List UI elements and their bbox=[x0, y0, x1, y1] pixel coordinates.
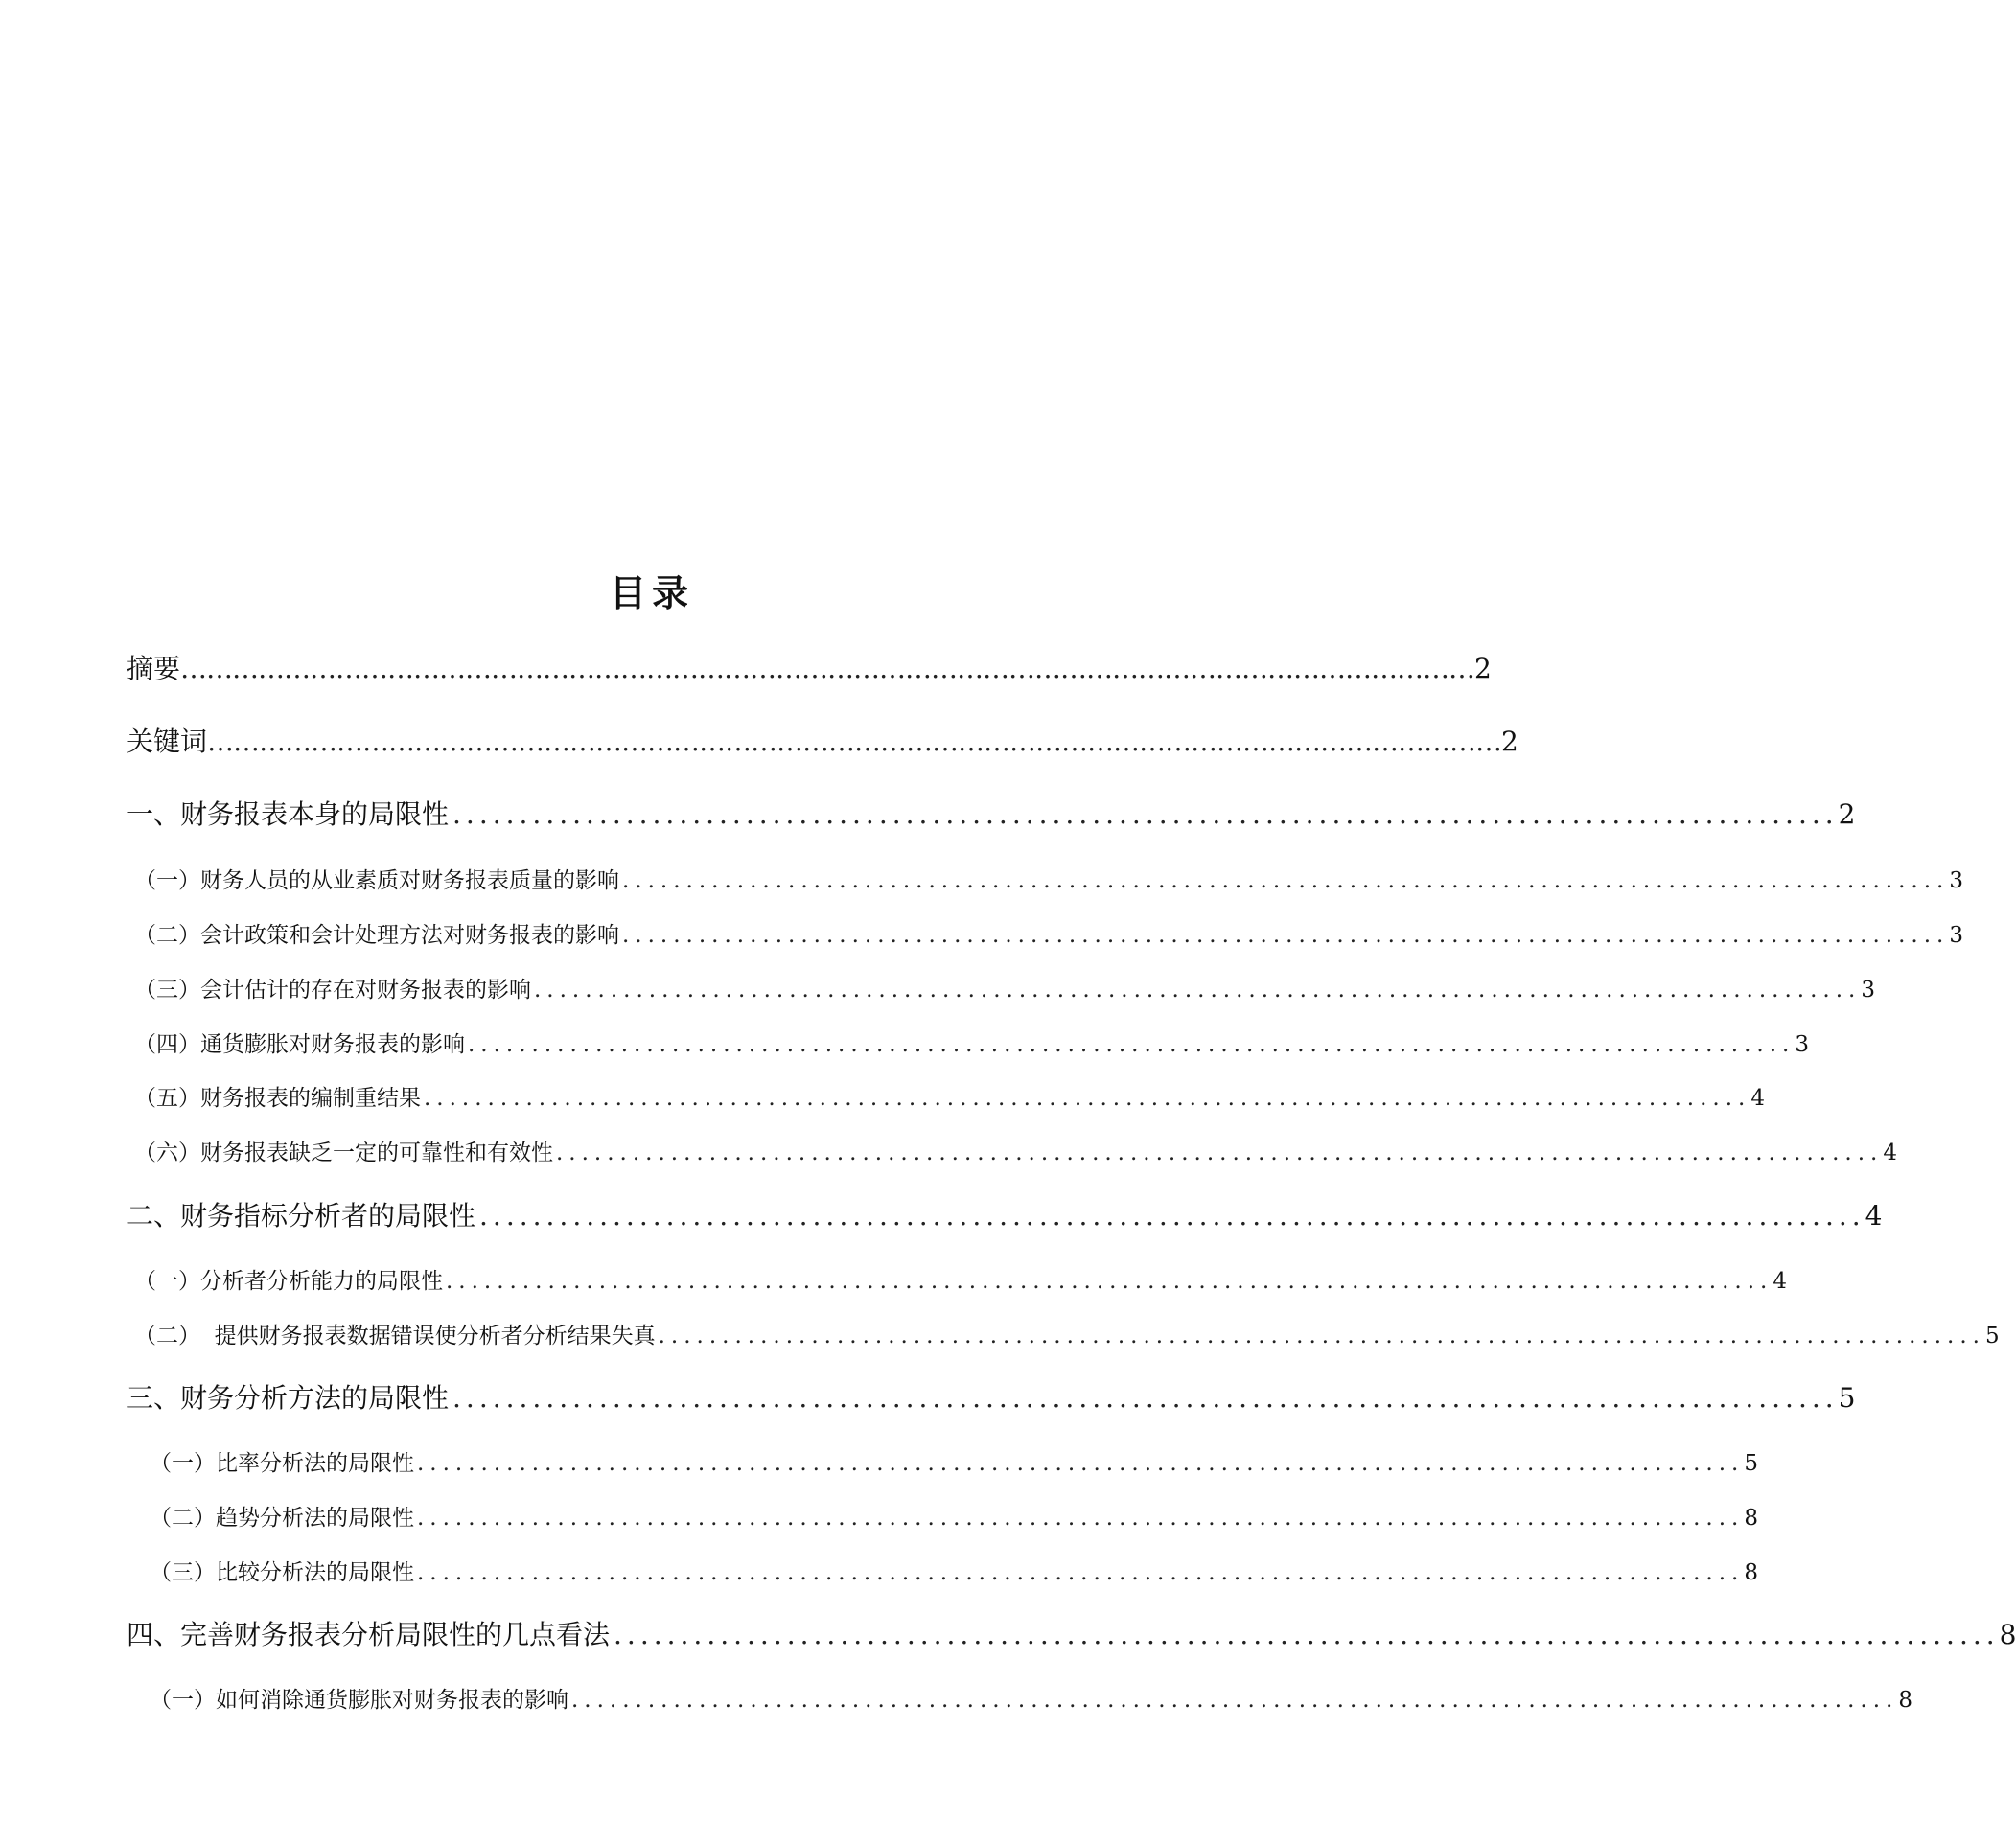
toc-leader: ........................................................................................................ bbox=[658, 1324, 1985, 1348]
toc-entry-label: （三）会计估计的存在对财务报表的影响 bbox=[134, 978, 531, 1003]
toc-entry-label: （六）财务报表缺乏一定的可靠性和有效性 bbox=[134, 1141, 553, 1165]
toc-leader: ........................................................................................................ bbox=[446, 1269, 1773, 1294]
toc-entry-label: 四、完善财务报表分析局限性的几点看法 bbox=[127, 1619, 611, 1650]
toc-entry[interactable] bbox=[127, 1614, 2016, 1652]
toc-entry-label: （二）趋势分析法的局限性 bbox=[150, 1506, 414, 1531]
toc-entry-page: 5 bbox=[1838, 1382, 1856, 1414]
toc-entry-label: 三、财务分析方法的局限性 bbox=[127, 1382, 450, 1414]
toc-leader: ........................................................................................................ bbox=[452, 798, 1839, 830]
toc-entry-page: 8 bbox=[1999, 1619, 2016, 1650]
toc-leader: ........................................................................................................ bbox=[534, 978, 1862, 1003]
toc-entry-page: 2 bbox=[1474, 653, 1492, 684]
toc-entry-page: 3 bbox=[1949, 868, 1963, 893]
toc-entry-page: 2 bbox=[1838, 798, 1856, 830]
toc-entry[interactable] bbox=[134, 1080, 1765, 1112]
toc-leader: ........................................................................................................ bbox=[417, 1560, 1745, 1585]
toc-entry-page: 3 bbox=[1949, 923, 1963, 948]
toc-entry[interactable] bbox=[134, 1026, 1809, 1058]
toc-leader: …………………………………………………………………………………………………………………………………… bbox=[207, 726, 1502, 757]
toc-entry[interactable] bbox=[134, 972, 1875, 1003]
toc-leader: ........................................................................................................ bbox=[622, 923, 1950, 948]
toc-entry-label: 一、财务报表本身的局限性 bbox=[127, 798, 450, 830]
toc-entry-page: 8 bbox=[1898, 1688, 1912, 1713]
toc-entry-label: （一）如何消除通货膨胀对财务报表的影响 bbox=[150, 1688, 568, 1713]
toc-entry-label: 二、财务指标分析者的局限性 bbox=[127, 1200, 476, 1232]
toc-leader: ........................................................................................................ bbox=[479, 1200, 1865, 1232]
toc-entry-label: （一）财务人员的从业素质对财务报表质量的影响 bbox=[134, 868, 619, 893]
toc-entry-label: （五）财务报表的编制重结果 bbox=[134, 1086, 421, 1111]
toc-entry[interactable] bbox=[127, 721, 1518, 759]
toc-entry[interactable] bbox=[150, 1500, 1758, 1532]
toc-leader: ........................................................................................................ bbox=[571, 1688, 1899, 1713]
toc-leader: ........................................................................................................ bbox=[424, 1086, 1751, 1111]
toc-entry-page: 4 bbox=[1865, 1200, 1883, 1232]
toc-entry-label: （一）分析者分析能力的局限性 bbox=[134, 1269, 443, 1294]
toc-leader: ........................................................................................................ bbox=[622, 868, 1950, 893]
toc-entry-page: 4 bbox=[1773, 1269, 1787, 1294]
toc-entry[interactable] bbox=[134, 1263, 1787, 1295]
toc-entry-page: 8 bbox=[1744, 1560, 1758, 1585]
toc-entry-page: 5 bbox=[1984, 1324, 2000, 1348]
toc-entry-label: （二）会计政策和会计处理方法对财务报表的影响 bbox=[134, 923, 619, 948]
toc-entry-label: 关键词 bbox=[127, 726, 208, 757]
toc-entry-page: 8 bbox=[1744, 1506, 1758, 1531]
toc-leader: ........................................................................................................ bbox=[614, 1619, 2000, 1650]
toc-entry-page: 3 bbox=[1795, 1032, 1809, 1057]
toc-entry[interactable] bbox=[134, 1318, 2000, 1349]
toc-entry-page: 2 bbox=[1501, 726, 1518, 757]
toc-title: 目录 bbox=[609, 572, 694, 614]
toc-entry-label: 摘要 bbox=[127, 653, 181, 684]
toc-leader: ........................................................................................................ bbox=[468, 1032, 1796, 1057]
toc-entry-label: （三）比较分析法的局限性 bbox=[150, 1560, 414, 1585]
toc-entry[interactable] bbox=[127, 1195, 1883, 1233]
toc-entry[interactable] bbox=[150, 1555, 1758, 1586]
toc-entry-page: 5 bbox=[1744, 1451, 1758, 1476]
toc-entry[interactable] bbox=[134, 1135, 1897, 1166]
toc-entry[interactable] bbox=[134, 917, 1963, 949]
toc-entry-page: 4 bbox=[1883, 1141, 1897, 1165]
toc-entry-page: 3 bbox=[1861, 978, 1875, 1003]
toc-entry[interactable] bbox=[127, 1377, 1856, 1416]
toc-leader: ........................................................................................................ bbox=[556, 1141, 1884, 1165]
toc-entry[interactable] bbox=[150, 1445, 1758, 1477]
toc-entry[interactable] bbox=[127, 794, 1856, 832]
toc-entry-label: （四）通货膨胀对财务报表的影响 bbox=[134, 1032, 465, 1057]
toc-entry-label: （一）比率分析法的局限性 bbox=[150, 1451, 414, 1476]
toc-entry[interactable] bbox=[150, 1682, 1912, 1714]
toc-entry[interactable] bbox=[134, 863, 1963, 894]
toc-leader: …………………………………………………………………………………………………………………………………… bbox=[180, 653, 1475, 684]
toc-leader: ........................................................................................................ bbox=[417, 1506, 1745, 1531]
toc-entry[interactable] bbox=[127, 648, 1492, 686]
toc-entry-page: 4 bbox=[1750, 1086, 1765, 1111]
toc-leader: ........................................................................................................ bbox=[452, 1382, 1839, 1414]
toc-entry-label: （二） 提供财务报表数据错误使分析者分析结果失真 bbox=[134, 1324, 656, 1348]
toc-leader: ........................................................................................................ bbox=[417, 1451, 1745, 1476]
